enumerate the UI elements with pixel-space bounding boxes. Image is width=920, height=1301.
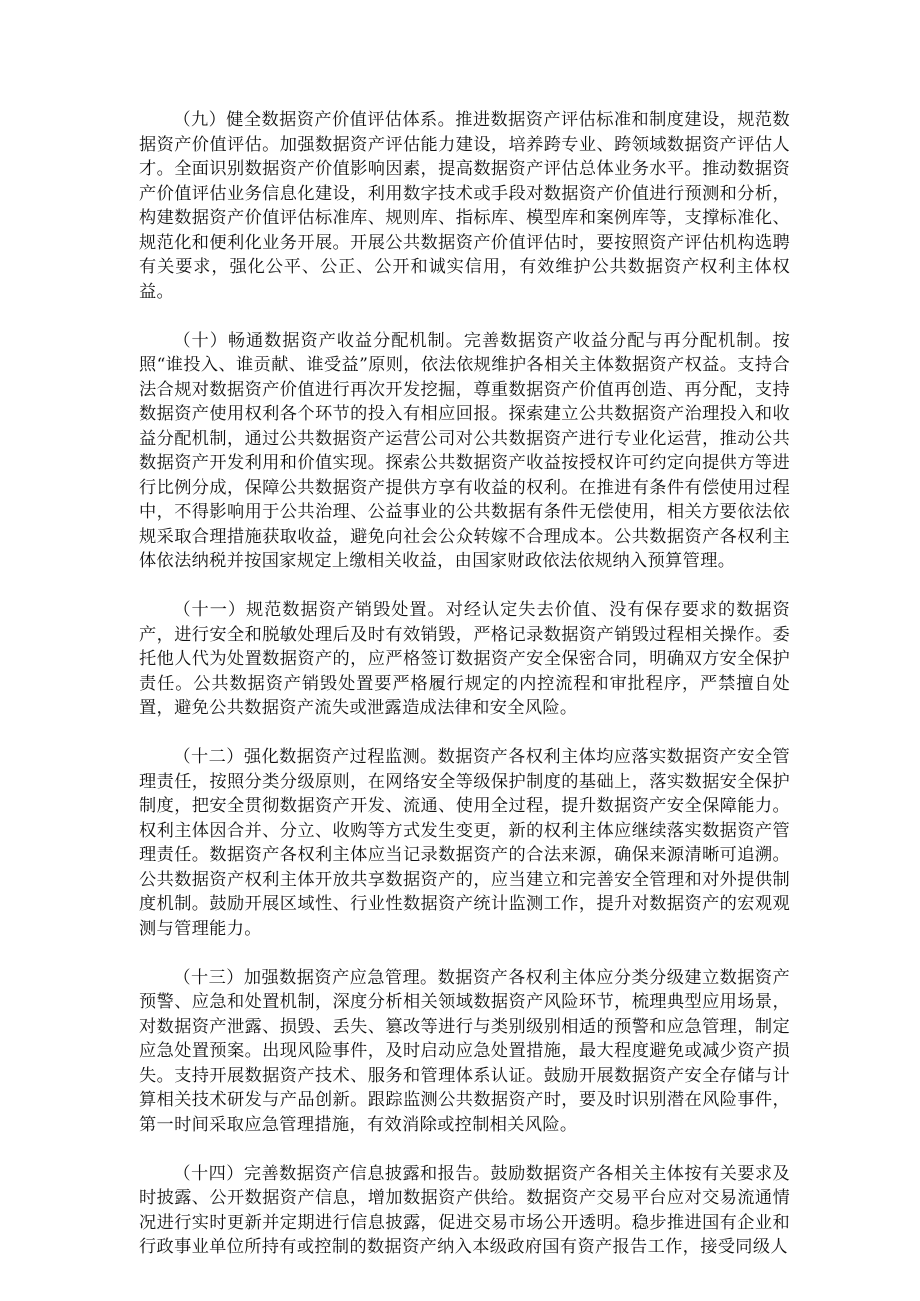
paragraph-10-income-distribution: （十）畅通数据资产收益分配机制。完善数据资产收益分配与再分配机制。按照“谁投入、谁贡献、谁受益”原则，依法依规维护各相关主体数据资产权益。支持合法合规对数据资产价值进行再次开发挖掘，尊重数据资产价值再创造、再分配，支持数据资产使用权利各个环节的投入有相应回报。探索建立公共数据资产治理投入和收益分配机制，通过公共数据资产运营公司对公共数据资产进行专业化运营，推动公共数据资产开发利用和价值实现。探索公共数据资产收益按授权许可约定向提供方等进行比例分成，保障公共数据资产提供方享有收益的权利。在推进有条件有偿使用过程中，不得影响用于公共治理、公益事业的公共数据有条件无偿使用，相关方要依法依规采取合理措施获取收益，避免向社会公众转嫁不合理成本。公共数据资产各权利主体依法纳税并按国家规定上缴相关收益，由国家财政依法依规纳入预算管理。 — [139, 330, 790, 571]
paragraph-12-process-monitoring: （十二）强化数据资产过程监测。数据资产各权利主体均应落实数据资产安全管理责任，按照分类分级原则，在网络安全等级保护制度的基础上，落实数据安全保护制度，把安全贯彻数据资产开发、流通、使用全过程，提升数据资产安全保障能力。权利主体因合并、分立、收购等方式发生变更，新的权利主体应继续落实数据资产管理责任。数据资产各权利主体应当记录数据资产的合法来源，确保来源清晰可追溯。公共数据资产权利主体开放共享数据资产的，应当建立和完善安全管理和对外提供制度机制。鼓励开展区域性、行业性数据资产统计监测工作，提升对数据资产的宏观观测与管理能力。 — [139, 747, 790, 939]
paragraph-9-data-asset-valuation: （九）健全数据资产价值评估体系。推进数据资产评估标准和制度建设，规范数据资产价值评估。加强数据资产评估能力建设，培养跨专业、跨领域数据资产评估人才。全面识别数据资产价值影响因素，提高数据资产评估总体业务水平。推动数据资产价值评估业务信息化建设，利用数字技术或手段对数据资产价值进行预测和分析，构建数据资产价值评估标准库、规则库、指标库、模型库和案例库等，支撑标准化、规范化和便利化业务开展。开展公共数据资产价值评估时，要按照资产评估机构选聘有关要求，强化公平、公正、公开和诚实信用，有效维护公共数据资产权利主体权益。 — [139, 110, 790, 302]
paragraph-11-asset-destruction: （十一）规范数据资产销毁处置。对经认定失去价值、没有保存要求的数据资产，进行安全和脱敏处理后及时有效销毁，严格记录数据资产销毁过程相关操作。委托他人代为处置数据资产的，应严格签订数据资产安全保密合同，明确双方安全保护责任。公共数据资产销毁处置要严格履行规定的内控流程和审批程序，严禁擅自处置，避免公共数据资产流失或泄露造成法律和安全风险。 — [139, 600, 790, 718]
paragraph-14-information-disclosure: （十四）完善数据资产信息披露和报告。鼓励数据资产各相关主体按有关要求及时披露、公开数据资产信息，增加数据资产供给。数据资产交易平台应对交易流通情况进行实时更新并定期进行信息披露，促进交易市场公开透明。稳步推进国有企业和行政事业单位所持有或控制的数据资产纳入本级政府国有资产报告工作，接受同级人 — [139, 1163, 790, 1257]
paragraph-13-emergency-management: （十三）加强数据资产应急管理。数据资产各权利主体应分类分级建立数据资产预警、应急和处置机制，深度分析相关领域数据资产风险环节，梳理典型应用场景，对数据资产泄露、损毁、丢失、篡改等进行与类别级别相适的预警和应急管理，制定应急处置预案。出现风险事件，及时启动应急处置措施，最大程度避免或减少资产损失。支持开展数据资产技术、服务和管理体系认证。鼓励开展数据资产安全存储与计算相关技术研发与产品创新。跟踪监测公共数据资产时，要及时识别潜在风险事件，第一时间采取应急管理措施，有效消除或控制相关风险。 — [139, 967, 790, 1135]
document-body — [139, 108, 790, 1260]
